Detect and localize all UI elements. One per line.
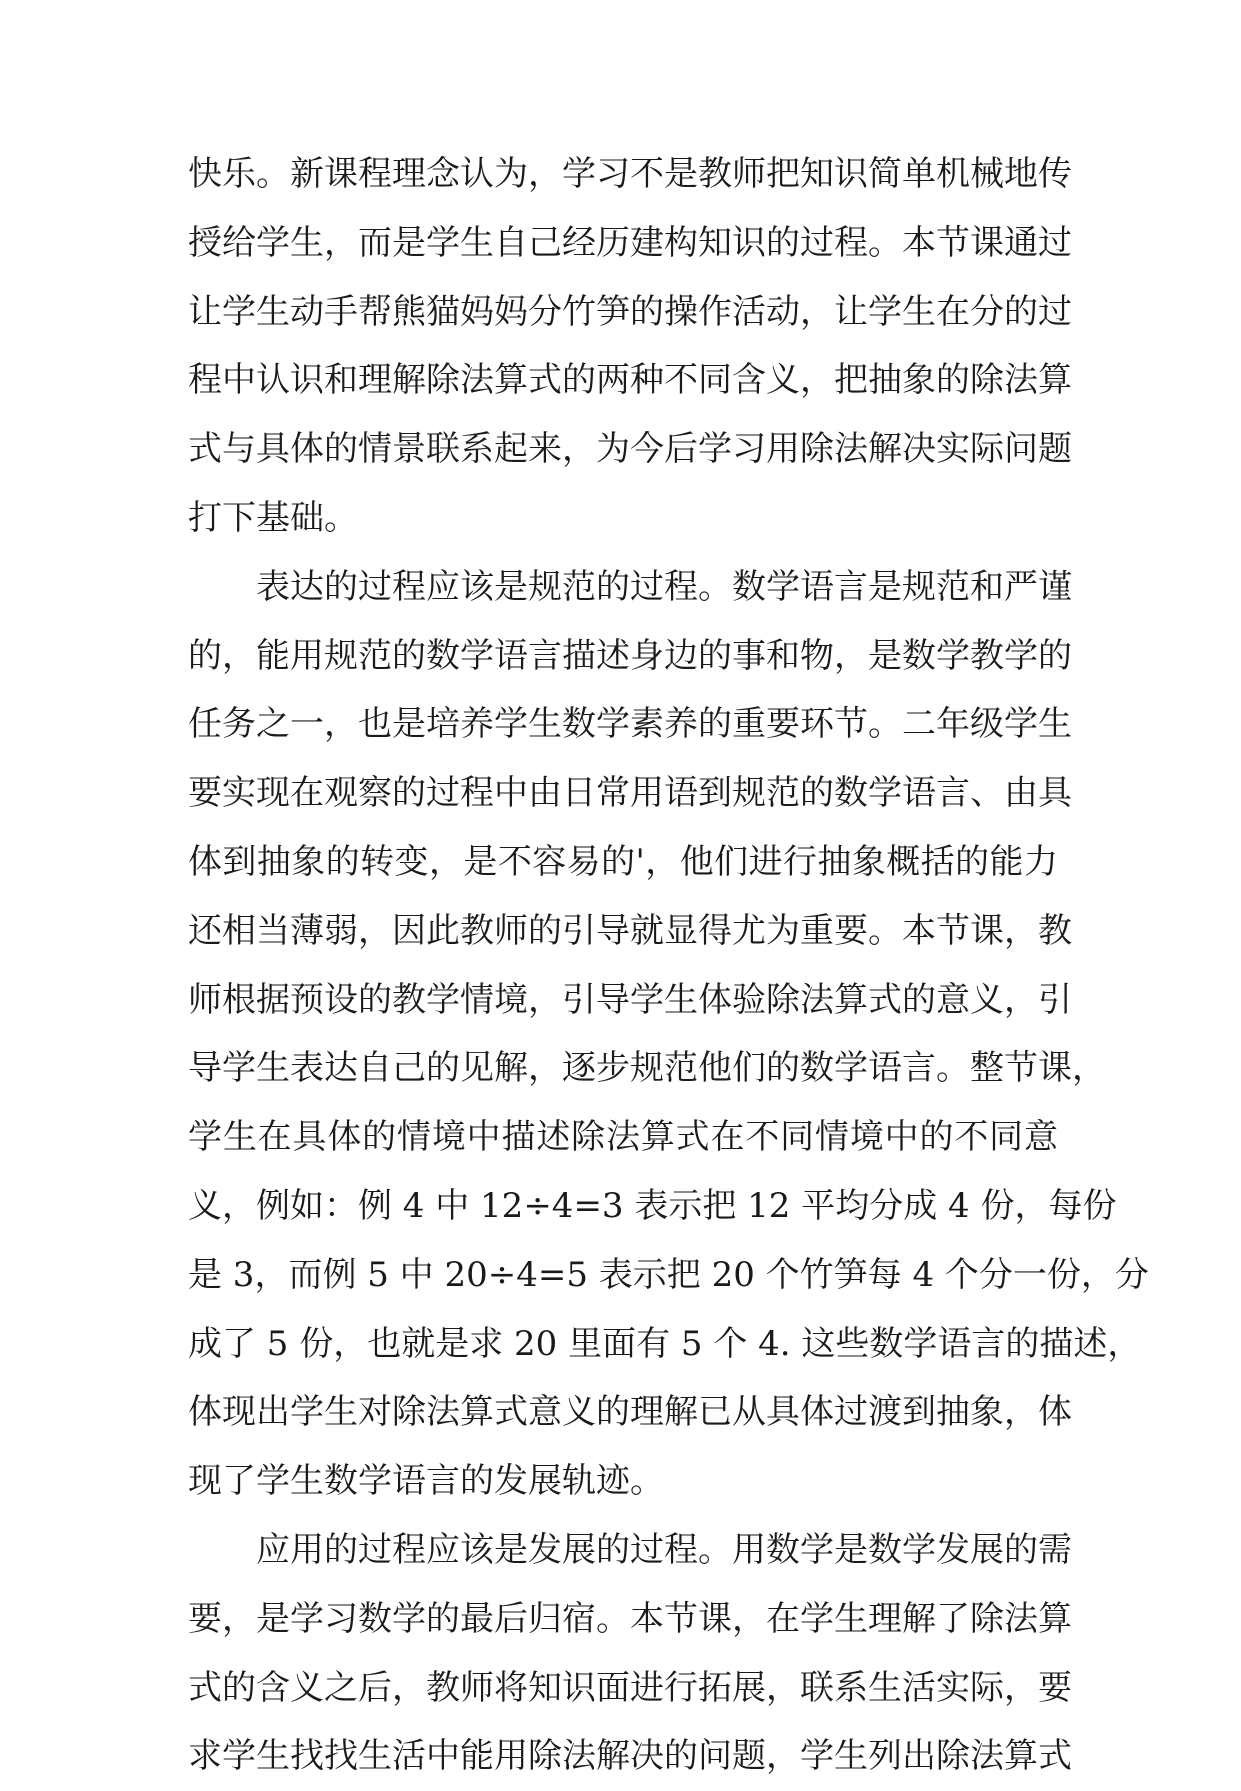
text-line: 让学生动手帮熊猫妈妈分竹笋的操作活动，让学生在分的过 [188, 291, 1072, 332]
text-line: 还相当薄弱，因此教师的引导就显得尤为重要。本节课，教 [188, 910, 1072, 951]
text-line: 打下基础。 [188, 497, 358, 538]
text-line: 要，是学习数学的最后归宿。本节课，在学生理解了除法算 [188, 1598, 1072, 1639]
text-line: 师根据预设的教学情境，引导学生体验除法算式的意义，引 [188, 979, 1072, 1020]
text-line: 快乐。新课程理念认为，学习不是教师把知识简单机械地传 [188, 154, 1072, 194]
text-line: 任务之一，也是培养学生数学素养的重要环节。二年级学生 [188, 704, 1072, 745]
paragraph-1 [188, 140, 1072, 553]
text-line: 体现出学生对除法算式意义的理解已从具体过渡到抽象，体 [188, 1392, 1072, 1433]
paragraph-3 [188, 1516, 1072, 1791]
text-line: 程中认识和理解除法算式的两种不同含义，把抽象的除法算 [188, 360, 1072, 401]
text-line: 学生在具体的情境中描述除法算式在不同情境中的不同意 [188, 1117, 1058, 1158]
text-line: 导学生表达自己的见解，逐步规范他们的数学语言。整节课， [188, 1048, 1106, 1089]
text-line: 式的含义之后，教师将知识面进行拓展，联系生活实际，要 [188, 1667, 1072, 1708]
text-line: 表达的过程应该是规范的过程。数学语言是规范和严谨 [256, 566, 1072, 607]
text-line: 义，例如：例 4 中 12÷4=3 表示把 12 平均分成 4 份，每份 [188, 1185, 1117, 1226]
text-line: 的，能用规范的数学语言描述身边的事和物，是数学教学的 [188, 635, 1072, 676]
text-line: 是 3，而例 5 中 20÷4=5 表示把 20 个竹笋每 4 个分一份，分 [188, 1254, 1149, 1295]
paragraph-2 [188, 553, 1149, 1516]
text-line: 体到抽象的转变，是不容易的'，他们进行抽象概括的能力 [188, 841, 1058, 882]
text-line: 式与具体的情景联系起来，为今后学习用除法解决实际问题 [188, 429, 1072, 470]
text-line: 应用的过程应该是发展的过程。用数学是数学发展的需 [256, 1529, 1072, 1570]
text-line: 求学生找找生活中能用除法解决的问题，学生列出除法算式 [188, 1736, 1072, 1777]
text-line: 要实现在观察的过程中由日常用语到规范的数学语言、由具 [188, 773, 1072, 814]
document-page [188, 140, 1149, 1791]
text-line: 现了学生数学语言的发展轨迹。 [188, 1461, 664, 1502]
text-line: 成了 5 份，也就是求 20 里面有 5 个 4. 这些数学语言的描述， [188, 1323, 1142, 1364]
text-line: 授给学生，而是学生自己经历建构知识的过程。本节课通过 [188, 222, 1072, 263]
